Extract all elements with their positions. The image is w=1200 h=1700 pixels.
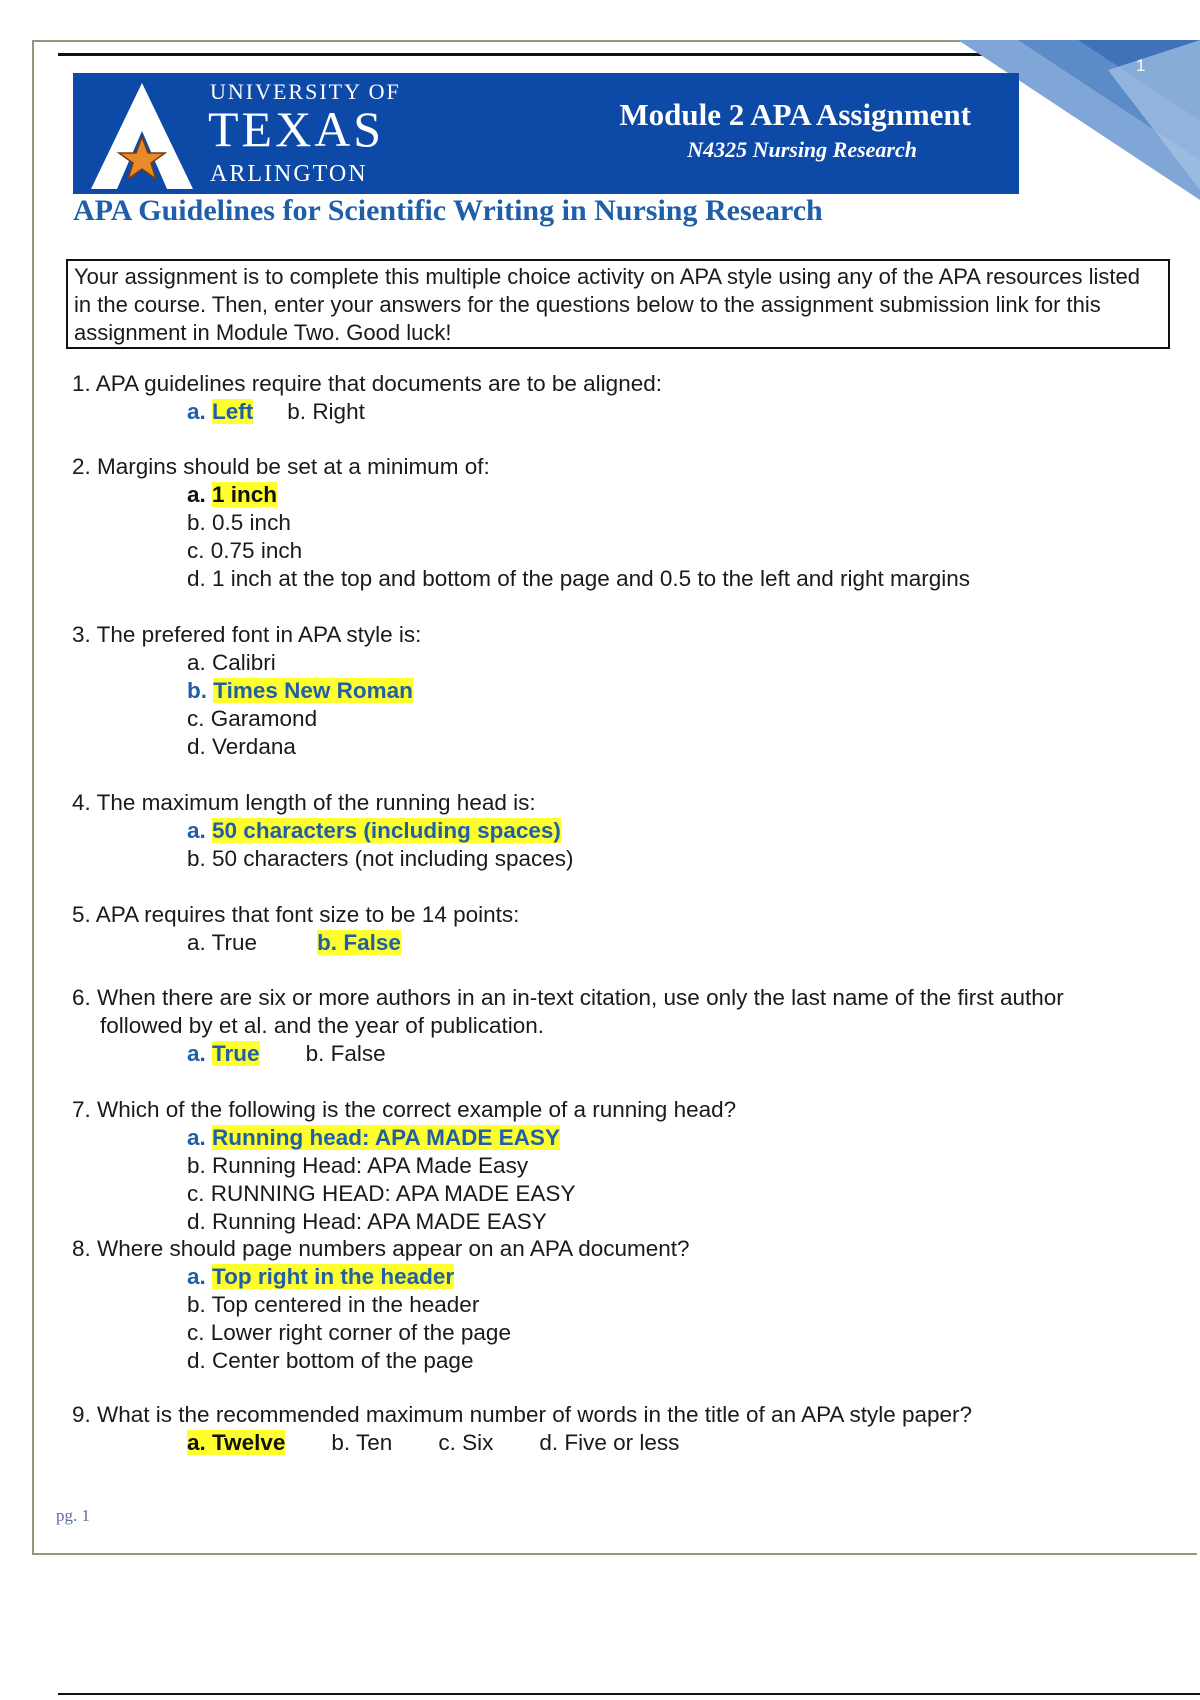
question-stem-continued: followed by et al. and the year of publication. xyxy=(100,1013,545,1038)
option-6a[interactable]: a. True xyxy=(187,1041,260,1066)
option-2a[interactable]: a. 1 inch xyxy=(187,482,278,507)
question-4 xyxy=(72,789,573,873)
question-stem: 6. When there are six or more authors in an in-text citation, use only the last name of the first author xyxy=(72,985,1064,1010)
options xyxy=(72,929,519,957)
question-7 xyxy=(72,1096,736,1236)
option-9d[interactable]: d. Five or less xyxy=(539,1430,680,1455)
option-8c[interactable]: c. Lower right corner of the page xyxy=(187,1320,511,1345)
question-stem: 8. Where should page numbers appear on an APA document? xyxy=(72,1236,690,1261)
footer-page-label: pg. 1 xyxy=(56,1506,90,1525)
option-6b[interactable]: b. False xyxy=(305,1041,386,1066)
question-5 xyxy=(72,901,519,957)
option-3d[interactable]: d. Verdana xyxy=(187,734,296,759)
options xyxy=(72,817,573,873)
options xyxy=(72,1124,736,1236)
option-4b[interactable]: b. 50 characters (not including spaces) xyxy=(187,846,574,871)
option-7b[interactable]: b. Running Head: APA Made Easy xyxy=(187,1153,529,1178)
option-2c[interactable]: c. 0.75 inch xyxy=(187,538,303,563)
option-2b[interactable]: b. 0.5 inch xyxy=(187,510,291,535)
option-3a[interactable]: a. Calibri xyxy=(187,650,276,675)
question-stem: 4. The maximum length of the running head is: xyxy=(72,790,536,815)
option-9b[interactable]: b. Ten xyxy=(331,1430,393,1455)
question-1 xyxy=(72,370,662,426)
options xyxy=(72,1429,972,1457)
question-stem: 7. Which of the following is the correct example of a running head? xyxy=(72,1097,737,1122)
option-3c[interactable]: c. Garamond xyxy=(187,706,318,731)
question-8 xyxy=(72,1235,690,1375)
next-page-rule xyxy=(58,1693,1200,1695)
options xyxy=(72,481,970,593)
option-2d[interactable]: d. 1 inch at the top and bottom of the page and 0.5 to the left and right margins xyxy=(187,566,971,591)
university-line-2: TEXAS xyxy=(208,101,385,157)
question-2 xyxy=(72,453,970,593)
option-5a[interactable]: a. True xyxy=(187,930,258,955)
course-name: N4325 Nursing Research xyxy=(687,137,917,162)
options xyxy=(72,398,662,426)
option-7a[interactable]: a. Running head: APA MADE EASY xyxy=(187,1125,560,1150)
question-stem: 1. APA guidelines require that documents are to be aligned: xyxy=(72,371,662,396)
page-number: 1 xyxy=(1136,56,1146,75)
option-3b[interactable]: b. Times New Roman xyxy=(187,678,413,703)
university-logo xyxy=(87,79,197,191)
option-4a[interactable]: a. 50 characters (including spaces) xyxy=(187,818,561,843)
module-title: Module 2 APA Assignment xyxy=(619,97,971,132)
option-5b[interactable]: b. False xyxy=(317,930,401,955)
option-9c[interactable]: c. Six xyxy=(438,1430,494,1455)
option-8d[interactable]: d. Center bottom of the page xyxy=(187,1348,474,1373)
question-stem: 9. What is the recommended maximum number of words in the title of an APA style paper? xyxy=(72,1402,973,1427)
instructions-box: Your assignment is to complete this multiple choice activity on APA style using any of the APA resources listed in the course. Then, enter your answers for the questions below to the assignment submission link for this assignment in Module Two. Good luck! xyxy=(66,259,1170,349)
option-8b[interactable]: b. Top centered in the header xyxy=(187,1292,480,1317)
university-line-1: UNIVERSITY OF xyxy=(210,79,401,104)
university-line-3: ARLINGTON xyxy=(210,161,368,187)
question-9 xyxy=(72,1401,972,1457)
question-6 xyxy=(72,984,1064,1068)
options xyxy=(72,649,421,761)
option-7d[interactable]: d. Running Head: APA MADE EASY xyxy=(187,1209,547,1234)
question-stem: 2. Margins should be set at a minimum of: xyxy=(72,454,490,479)
option-8a[interactable]: a. Top right in the header xyxy=(187,1264,455,1289)
question-3 xyxy=(72,621,421,761)
option-7c[interactable]: c. RUNNING HEAD: APA MADE EASY xyxy=(187,1181,576,1206)
options xyxy=(72,1040,1064,1068)
options xyxy=(72,1263,690,1375)
option-9a[interactable]: a. Twelve xyxy=(187,1430,286,1455)
header-banner xyxy=(73,73,1019,194)
option-1a[interactable]: a. Left xyxy=(187,399,254,424)
question-stem: 3. The prefered font in APA style is: xyxy=(72,622,422,647)
question-stem: 5. APA requires that font size to be 14 points: xyxy=(72,902,520,927)
document-title: APA Guidelines for Scientific Writing in Nursing Research xyxy=(73,194,823,227)
option-1b[interactable]: b. Right xyxy=(287,399,365,424)
